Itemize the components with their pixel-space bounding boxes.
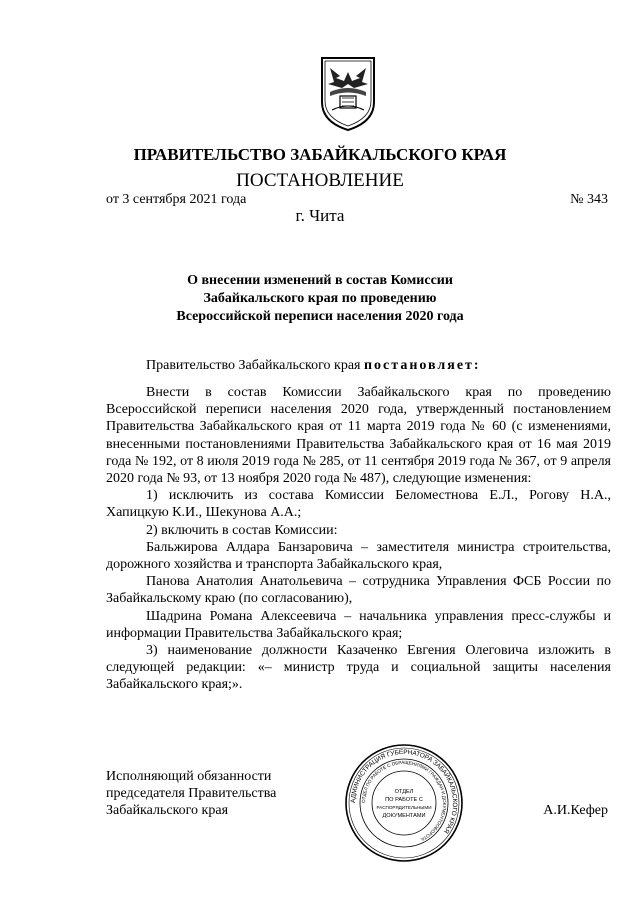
body-paragraph: Бальжирова Алдара Банзаровича – заместителя министра строительства, дорожного хозяйства и транспорта Забайкальского края, (106, 539, 611, 573)
stamp-inner-ring-text: ОТДЕЛ ПО РАБОТЕ С ОБРАЩЕНИЯМИ ГРАЖДАН И ДОКУМЕНТООБОРОТА (360, 759, 448, 842)
signer-position (106, 768, 276, 819)
signer-position-line: председателя Правительства (106, 786, 277, 801)
stamp-ring-text: АДМИНИСТРАЦИЯ ГУБЕРНАТОРА ЗАБАЙКАЛЬСКОГО КРАЯ (349, 748, 459, 835)
coat-of-arms-icon (318, 54, 378, 132)
government-title: ПРАВИТЕЛЬСТВО ЗАБАЙКАЛЬСКОГО КРАЯ (133, 145, 507, 164)
body-paragraph: Внести в состав Комиссии Забайкальского края по проведению Всероссийской переписи населения 2020 года, утвержденный постановлением Правительства Забайкальского края от 11 марта 2019 года № 60 (с изменениями, внесенными постановлениями Правительства Забайкальского края от 16 мая 2019 года № 192, от 8 июля 2019 года № 285, от 11 сентября 2019 года № 367, от 9 апреля 2020 года № 93, от 13 ноября 2020 года № 487), следующие изменения: (106, 385, 611, 487)
signatory-name: А.И.Кефер (543, 803, 608, 818)
body-paragraph: 3) наименование должности Казаченко Евгения Олеговича изложить в следующей редакции: «– министр труда и социальной защиты населения Забайкальского края;». (106, 643, 611, 693)
signer-position-line: Исполняющий обязанности (106, 769, 272, 784)
stamp-center-line: РАСПОРЯДИТЕЛЬНЫМИ (376, 805, 432, 810)
body-paragraph: 2) включить в состав Комиссии: (146, 522, 338, 538)
document-subject (0, 272, 640, 326)
subject-line: Всероссийской переписи населения 2020 года (176, 309, 464, 324)
stamp-center-line: ДОКУМЕНТАМИ (382, 813, 426, 819)
subject-line: О внесении изменений в состав Комиссии (187, 273, 453, 288)
official-stamp (344, 743, 464, 863)
stamp-center-line: ОТДЕЛ (394, 789, 414, 795)
subject-line: Забайкальского края по проведению (203, 291, 437, 306)
preamble (146, 358, 481, 374)
document-type: ПОСТАНОВЛЕНИЕ (236, 170, 404, 191)
document-date: от 3 сентября 2021 года (106, 192, 247, 207)
document-body (106, 384, 611, 694)
body-paragraph: Панова Анатолия Анатольевича – сотрудника Управления ФСБ России по Забайкальскому краю (по согласованию), (106, 574, 611, 607)
stamp-center-line: ПО РАБОТЕ С (385, 797, 423, 803)
preamble-text: Правительство Забайкальского края (146, 358, 364, 373)
body-paragraph: Шадрина Романа Алексеевича – начальника управления пресс-службы и информации Правительства Забайкальского края; (106, 608, 611, 641)
signer-position-line: Забайкальского края (106, 803, 229, 818)
preamble-verb: постановляет: (363, 358, 481, 373)
body-paragraph: 1) исключить из состава Комиссии Беломестнова Е.Л., Рогову Н.А., Хапицкую К.И., Шекунова А.А.; (106, 488, 611, 521)
document-city: г. Чита (295, 206, 345, 225)
document-number: № 343 (570, 192, 608, 207)
